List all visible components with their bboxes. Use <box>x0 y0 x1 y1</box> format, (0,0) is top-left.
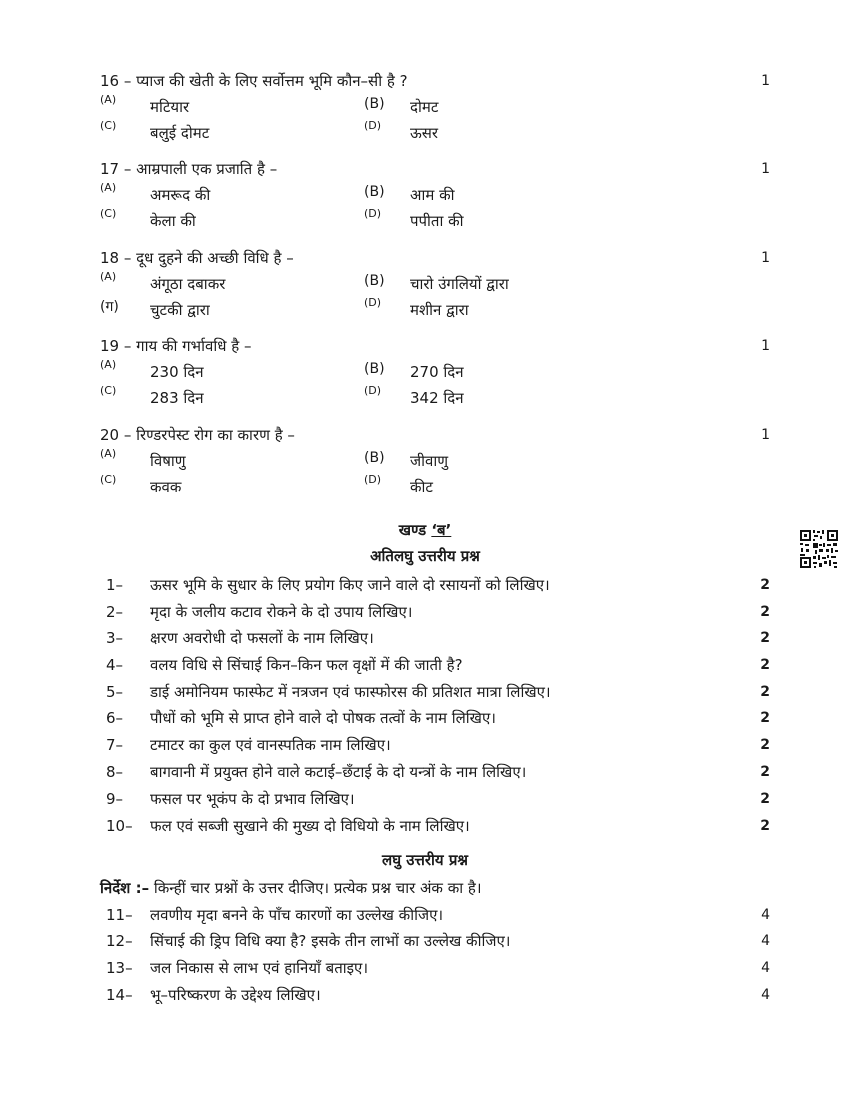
short-question <box>100 928 770 954</box>
question-number: 7– <box>106 736 124 754</box>
option-label: (B) <box>364 273 385 289</box>
question-number: 20 <box>100 426 120 444</box>
question-marks: 2 <box>760 657 770 673</box>
option-label: (D) <box>364 473 382 486</box>
question-number: 8– <box>106 763 124 781</box>
qr-code-icon <box>799 529 839 569</box>
question-marks: 2 <box>760 818 770 834</box>
very-short-question <box>100 679 770 705</box>
very-short-question <box>100 759 770 785</box>
question-text: आम्रपाली एक प्रजाति है – <box>136 160 278 178</box>
question-text: गाय की गर्भावधि है – <box>136 337 252 355</box>
option-label: (A) <box>100 358 117 371</box>
question-text: रिण्डरपेस्ट रोग का कारण है – <box>136 426 295 444</box>
question-text: क्षरण अवरोधी दो फसलों के नाम लिखिए। <box>150 629 374 647</box>
question-number: 6– <box>106 709 124 727</box>
mcq-question-19: 19 – गाय की गर्भावधि है – 1 (A) 230 दिन (B) 270 दिन (C) 283 दिन (D) 342 दिन <box>100 333 770 411</box>
question-number: 5– <box>106 683 124 701</box>
instruction-label: निर्देश :– <box>100 879 150 897</box>
question-marks: 1 <box>761 427 770 443</box>
question-marks: 4 <box>761 907 770 923</box>
option-label: (B) <box>364 184 385 200</box>
option-text: मटियार <box>150 98 190 116</box>
very-short-heading: अतिलघु उत्तरीय प्रश्न <box>370 547 480 565</box>
very-short-question <box>100 572 770 598</box>
option-label: (C) <box>100 119 117 132</box>
option-label: (A) <box>100 93 117 106</box>
option-text: आम की <box>410 186 455 204</box>
question-number: 4– <box>106 656 124 674</box>
option-text: ऊसर <box>410 124 439 142</box>
instruction-text: किन्हीं चार प्रश्नों के उत्तर दीजिए। प्रत्येक प्रश्न चार अंक का है। <box>149 879 482 897</box>
question-number: 9– <box>106 790 124 808</box>
mcq-question-17: 17 – आम्रपाली एक प्रजाति है – 1 (A) अमरूद की (B) आम की (C) केला की (D) पपीता की <box>100 156 770 234</box>
option-text: 283 दिन <box>150 389 204 407</box>
option-text: अंगूठा दबाकर <box>150 275 226 293</box>
question-marks: 2 <box>760 710 770 726</box>
short-heading: लघु उत्तरीय प्रश्न <box>382 851 468 869</box>
question-marks: 1 <box>761 250 770 266</box>
question-text: प्याज की खेती के लिए सर्वोत्तम भूमि कौन–सी है ? <box>136 72 408 90</box>
option-text: जीवाणु <box>410 452 449 470</box>
question-text: फसल पर भूकंप के दो प्रभाव लिखिए। <box>150 790 355 808</box>
question-number: 12– <box>106 932 133 950</box>
section-letter: ‘ब’ <box>431 521 452 539</box>
option-label: (B) <box>364 96 385 112</box>
short-question <box>100 955 770 981</box>
question-marks: 2 <box>760 630 770 646</box>
option-text: बलुई दोमट <box>150 124 210 142</box>
option-text: पपीता की <box>410 212 464 230</box>
question-number: 2– <box>106 603 124 621</box>
option-label: (ग) <box>100 299 119 315</box>
option-text: चारो उंगलियों द्वारा <box>410 275 509 293</box>
mcq-question-16: 16 – प्याज की खेती के लिए सर्वोत्तम भूमि कौन–सी है ? 1 (A) मटियार (B) दोमट (C) बलुई दोमट (D) ऊसर <box>100 68 770 146</box>
section-heading <box>0 520 850 540</box>
question-number: 19 <box>100 337 120 355</box>
option-label: (D) <box>364 119 382 132</box>
very-short-question <box>100 625 770 651</box>
option-text: चुटकी द्वारा <box>150 301 210 319</box>
instruction <box>100 876 482 900</box>
question-marks: 4 <box>761 987 770 1003</box>
option-label: (D) <box>364 384 382 397</box>
very-short-question <box>100 705 770 731</box>
option-text: कीट <box>410 478 433 496</box>
question-text: ऊसर भूमि के सुधार के लिए प्रयोग किए जाने वाले दो रसायनों को लिखिए। <box>150 576 550 594</box>
question-marks: 2 <box>760 684 770 700</box>
option-text: 342 दिन <box>410 389 464 407</box>
option-label: (C) <box>100 473 117 486</box>
question-marks: 2 <box>760 791 770 807</box>
question-marks: 4 <box>761 933 770 949</box>
option-text: 270 दिन <box>410 363 464 381</box>
question-marks: 1 <box>761 161 770 177</box>
question-text: मृदा के जलीय कटाव रोकने के दो उपाय लिखिए। <box>150 603 413 621</box>
option-text: कवक <box>150 478 182 496</box>
question-marks: 2 <box>760 604 770 620</box>
option-label: (A) <box>100 270 117 283</box>
option-label: (B) <box>364 450 385 466</box>
question-text: जल निकास से लाभ एवं हानियाँ बताइए। <box>150 959 369 977</box>
question-marks: 1 <box>761 73 770 89</box>
question-number: 14– <box>106 986 133 1004</box>
question-text: बागवानी में प्रयुक्त होने वाले कटाई–छँटाई के दो यन्त्रों के नाम लिखिए। <box>150 763 527 781</box>
question-marks: 4 <box>761 960 770 976</box>
option-text: मशीन द्वारा <box>410 301 469 319</box>
option-text: अमरूद की <box>150 186 211 204</box>
question-text: डाई अमोनियम फास्फेट में नत्रजन एवं फास्फोरस की प्रतिशत मात्रा लिखिए। <box>150 683 551 701</box>
section-prefix: खण्ड <box>398 521 432 539</box>
very-short-question <box>100 599 770 625</box>
question-text: सिंचाई की ड्रिप विधि क्या है? इसके तीन लाभों का उल्लेख कीजिए। <box>150 932 511 950</box>
very-short-question <box>100 732 770 758</box>
very-short-question <box>100 813 770 839</box>
short-question <box>100 982 770 1008</box>
question-number: 16 <box>100 72 120 90</box>
very-short-question <box>100 786 770 812</box>
question-text: दूध दुहने की अच्छी विधि है – <box>136 249 294 267</box>
question-number: 3– <box>106 629 124 647</box>
mcq-question-18: 18 – दूध दुहने की अच्छी विधि है – 1 (A) अंगूठा दबाकर (B) चारो उंगलियों द्वारा (ग) चुटकी द्वारा (D) मशीन द्वारा <box>100 245 770 323</box>
question-number: 10– <box>106 817 133 835</box>
question-text: वलय विधि से सिंचाई किन–किन फल वृक्षों में की जाती है? <box>150 656 463 674</box>
question-text: टमाटर का कुल एवं वानस्पतिक नाम लिखिए। <box>150 736 391 754</box>
very-short-question <box>100 652 770 678</box>
option-text: दोमट <box>410 98 439 116</box>
question-text: फल एवं सब्जी सुखाने की मुख्य दो विधियो के नाम लिखिए। <box>150 817 470 835</box>
short-question <box>100 902 770 928</box>
mcq-question-20: 20 – रिण्डरपेस्ट रोग का कारण है – 1 (A) विषाणु (B) जीवाणु (C) कवक (D) कीट <box>100 422 770 500</box>
question-text: भू–परिष्करण के उद्देश्य लिखिए। <box>150 986 321 1004</box>
option-text: केला की <box>150 212 196 230</box>
question-number: 13– <box>106 959 133 977</box>
question-number: 1– <box>106 576 124 594</box>
question-number: 18 <box>100 249 120 267</box>
option-text: 230 दिन <box>150 363 204 381</box>
question-number: 11– <box>106 906 133 924</box>
option-label: (A) <box>100 447 117 460</box>
question-text: लवणीय मृदा बनने के पाँच कारणों का उल्लेख कीजिए। <box>150 906 444 924</box>
question-number: 17 <box>100 160 120 178</box>
question-marks: 2 <box>760 577 770 593</box>
option-text: विषाणु <box>150 452 186 470</box>
question-marks: 2 <box>760 737 770 753</box>
question-marks: 2 <box>760 764 770 780</box>
option-label: (D) <box>364 207 382 220</box>
option-label: (C) <box>100 207 117 220</box>
option-label: (A) <box>100 181 117 194</box>
option-label: (B) <box>364 361 385 377</box>
question-marks: 1 <box>761 338 770 354</box>
option-label: (C) <box>100 384 117 397</box>
option-label: (D) <box>364 296 382 309</box>
question-text: पौधों को भूमि से प्राप्त होने वाले दो पोषक तत्वों के नाम लिखिए। <box>150 709 496 727</box>
